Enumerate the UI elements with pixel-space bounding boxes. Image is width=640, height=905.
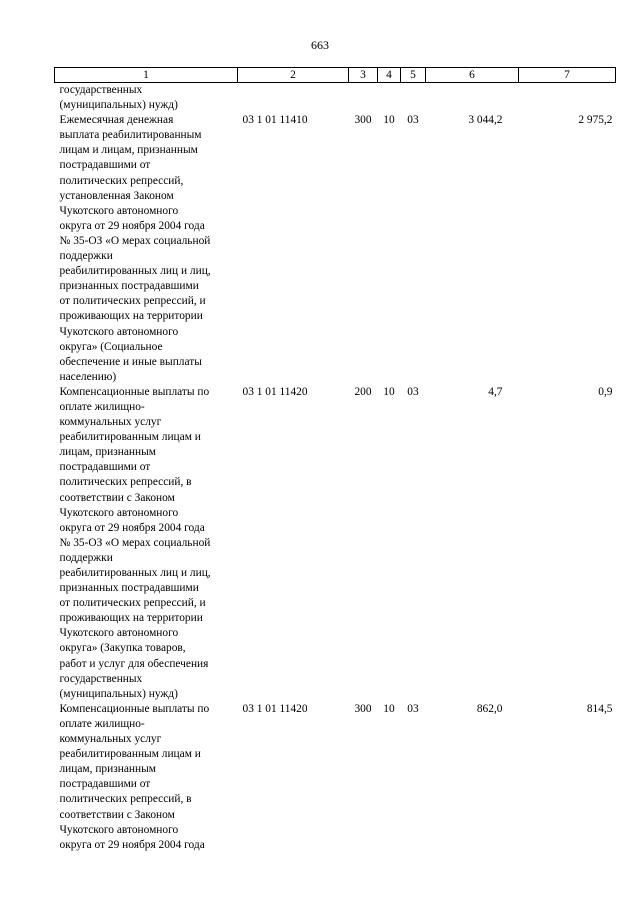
row-column-7: 0,9 [598,385,613,398]
table-row [55,113,616,385]
row-column-3: 300 [354,702,372,715]
row-description [55,702,238,853]
row-column-6 [426,83,519,114]
row-column-7: 2 975,2 [578,114,613,127]
description-line: поддержки [59,250,113,263]
description-line: политических репрессий, [59,174,184,187]
description-line: Чукотского автономного [59,823,179,836]
row-column-7 [519,83,616,114]
page-number: 663 [311,38,329,52]
row-column-4: 10 [383,385,395,398]
description-line: признанных пострадавшими [59,280,199,293]
description-line: поддержки [59,551,113,564]
description-line: реабилитированных лиц и лиц, [59,265,211,278]
description-line: работ и услуг для обеспечения [59,657,209,670]
row-column-6: 862,0 [476,702,503,715]
description-line: соответствии с Законом [59,491,175,504]
description-line: пострадавшими от [59,461,151,474]
description-line: реабилитированным лицам и [59,431,201,444]
row-code [238,83,349,114]
row-column-3: 200 [354,385,372,398]
description-line: политических репрессий, в [59,476,192,489]
description-line: пострадавшими от [59,159,151,172]
description-line: государственных [59,84,143,96]
table-body [55,83,616,853]
description-line: округа от 29 ноября 2004 года [59,521,205,534]
row-column-5 [401,83,426,114]
table-header-row [55,68,616,83]
description-line: соответствии с Законом [59,808,175,821]
row-code: 03 1 01 11420 [242,702,308,715]
description-line: от политических репрессий, и [59,597,206,610]
row-description [55,83,238,114]
row-column-5: 03 [407,385,419,398]
row-column-3: 300 [354,114,372,127]
row-column-3 [349,83,378,114]
description-line: округа от 29 ноября 2004 года [59,838,205,851]
column-header-5: 5 [401,68,426,83]
row-column-6: 4,7 [488,385,503,398]
description-line: признанных пострадавшими [59,582,199,595]
description-line: Чукотского автономного [59,325,179,338]
description-line: государственных [59,672,143,685]
description-line: Компенсационные выплаты по [59,385,210,398]
description-line: (муниципальных) нужд) [59,99,178,112]
description-line: коммунальных услуг [59,733,162,746]
column-header-4: 4 [378,68,401,83]
description-line: реабилитированных лиц и лиц, [59,567,211,579]
description-line: обеспечение и иные выплаты [59,355,202,368]
row-description [55,385,238,702]
description-line: населению) [59,370,117,383]
description-line: политических репрессий, в [59,793,192,806]
column-header-7: 7 [519,68,616,83]
table-row [55,385,616,702]
row-column-5: 03 [407,114,419,127]
description-line: проживающих на территории [59,612,203,625]
row-column-4: 10 [383,702,395,715]
column-header-1: 1 [55,68,238,83]
description-line: округа» (Закупка товаров, [59,642,186,655]
budget-table [54,67,616,853]
description-line: № 35-ОЗ «О мерах социальной [59,234,211,247]
description-line: Компенсационные выплаты по [59,702,210,715]
row-code: 03 1 01 11410 [242,114,308,127]
column-header-3: 3 [349,68,378,83]
row-column-5: 03 [407,702,419,715]
description-line: лицам и лицам, признанным [59,144,198,157]
row-code: 03 1 01 11420 [242,385,308,398]
description-line: выплата реабилитированным [59,129,202,142]
table-row [55,83,616,114]
description-line: Чукотского автономного [59,204,179,217]
row-column-4: 10 [383,114,395,127]
description-line: (муниципальных) нужд) [59,687,178,700]
description-line: проживающих на территории [59,310,203,323]
row-column-4 [378,83,401,114]
column-header-6: 6 [426,68,519,83]
description-line: коммунальных услуг [59,416,162,429]
description-line: Чукотского автономного [59,506,179,519]
description-line: от политических репрессий, и [59,295,206,308]
description-line: оплате жилищно- [59,717,145,730]
description-line: реабилитированным лицам и [59,748,201,761]
row-column-7: 814,5 [586,702,613,715]
column-header-2: 2 [238,68,349,83]
description-line: пострадавшими от [59,778,151,791]
table-row [55,702,616,853]
description-line: лицам, признанным [59,446,156,459]
row-description [55,113,238,385]
description-line: № 35-ОЗ «О мерах социальной [59,536,211,549]
description-line: округа» (Социальное [59,340,163,353]
description-line: установленная Законом [59,189,174,202]
description-line: округа от 29 ноября 2004 года [59,219,205,232]
description-line: оплате жилищно- [59,400,145,413]
description-line: Чукотского автономного [59,627,179,640]
row-column-6: 3 044,2 [468,114,503,127]
description-line: Ежемесячная денежная [59,114,174,127]
description-line: лицам, признанным [59,763,156,776]
